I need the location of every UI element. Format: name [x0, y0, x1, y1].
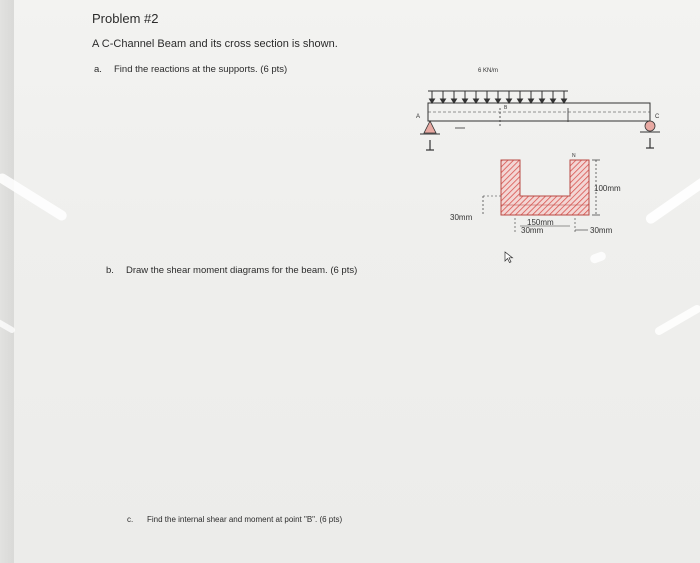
cross-section [450, 153, 621, 235]
question-a-text: Find the reactions at the supports. (6 pts) [114, 64, 288, 75]
cursor-icon [505, 252, 513, 263]
question-b-letter: b. [106, 265, 114, 276]
question-b-text: Draw the shear moment diagrams for the beam. (6 pts) [126, 265, 358, 276]
point-b-label: B [504, 105, 508, 111]
support-c-label: C [655, 114, 660, 120]
support-c-roller [640, 121, 660, 148]
load-arrows [430, 91, 567, 103]
dim-30mm-right: 30mm [590, 226, 613, 235]
dim-150mm: 150mm [527, 218, 554, 227]
load-label: 6 KN/m [478, 68, 499, 74]
beam [416, 103, 660, 128]
neutral-label: N [572, 153, 576, 159]
question-c-letter: c. [127, 515, 134, 524]
support-a-label: A [416, 114, 421, 120]
problem-intro: A C-Channel Beam and its cross section is shown. [92, 38, 338, 50]
dim-30mm-bottom: 30mm [521, 226, 544, 235]
question-a-letter: a. [94, 64, 102, 75]
support-a-pin [420, 121, 440, 150]
question-c-text: Find the internal shear and moment at point "B". (6 pts) [147, 515, 343, 524]
dim-100mm: 100mm [594, 184, 621, 193]
problem-title: Problem #2 [92, 11, 159, 26]
dim-30mm-left: 30mm [450, 213, 473, 222]
distributed-load [428, 68, 568, 103]
